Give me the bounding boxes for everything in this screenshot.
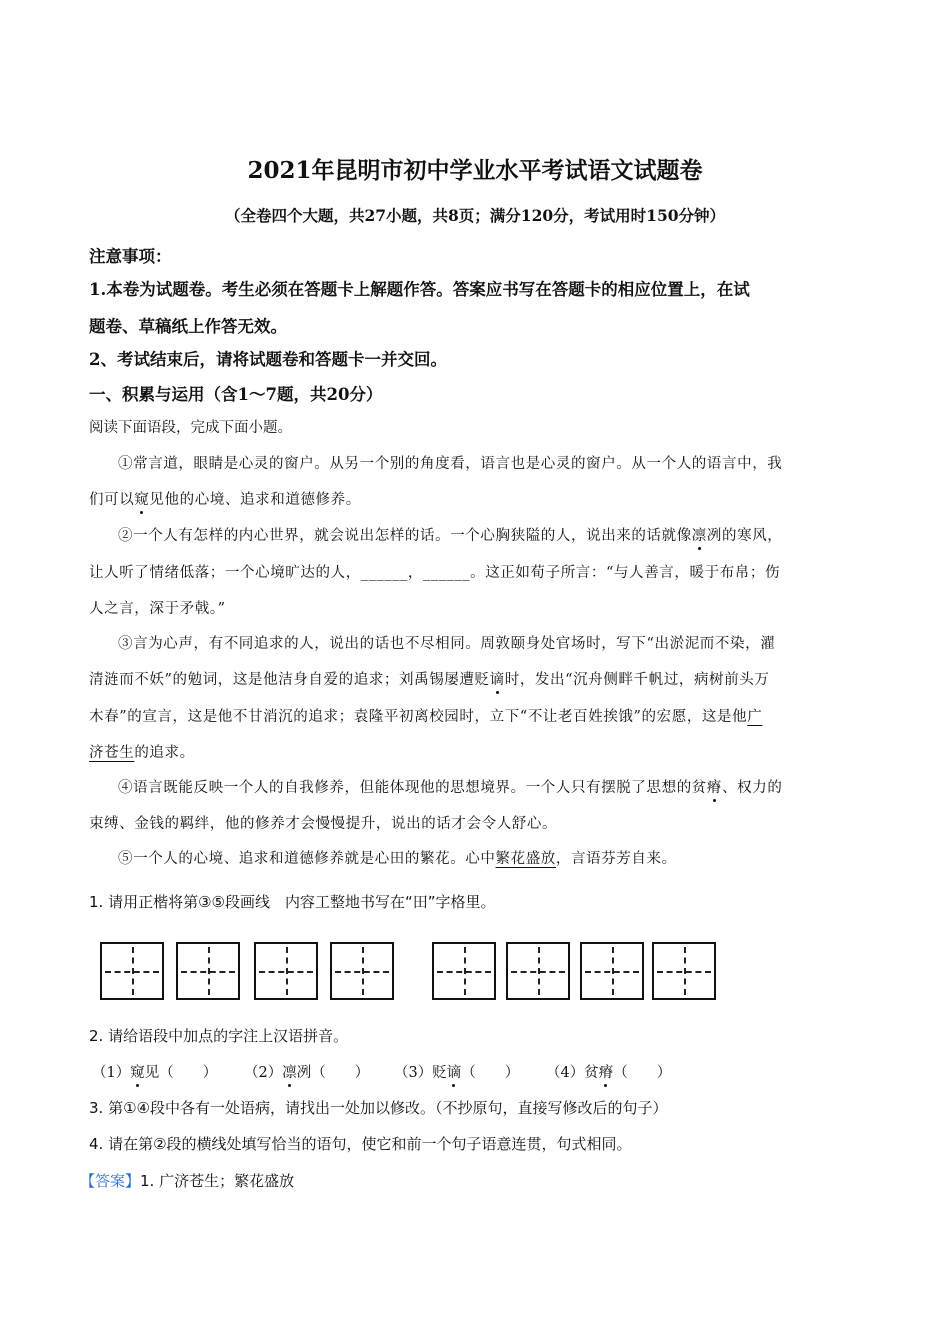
text-segment: 木春”的宣言，这是他不甘消沉的追求；袁隆平初离校园时，立下“不让老百姓挨饿”的宏愿，这是他 xyxy=(89,709,748,725)
notice-item-2: 2、考试结束后，请将试题卷和答题卡一并交回。 xyxy=(89,350,447,369)
item-number: （3） xyxy=(394,1065,433,1081)
q2-item-4 xyxy=(546,1061,671,1082)
passage-p1-line-2 xyxy=(89,488,361,509)
passage-p1-line-1: ①常言道，眼睛是心灵的窗户。从另一个别的角度看，语言也是心灵的窗户。从一个人的语言中，我 xyxy=(118,456,783,472)
passage-p3-line-4 xyxy=(89,741,195,762)
notice-heading: 注意事项： xyxy=(89,247,172,266)
passage-p3-line-3 xyxy=(89,705,762,726)
text-segment: 们可以 xyxy=(89,492,135,508)
item-number: （2） xyxy=(244,1065,283,1081)
passage-p2-line-1 xyxy=(118,524,782,545)
q2-item-1 xyxy=(92,1061,217,1082)
notice-item-1-line-2: 题卷、草稿纸上作答无效。 xyxy=(89,317,287,336)
reading-instruction: 阅读下面语段，完成下面小题。 xyxy=(89,420,292,436)
page-title: 2021年昆明市初中学业水平考试语文试题卷 xyxy=(247,157,703,184)
tian-grid-cell xyxy=(100,942,164,1000)
text-segment: 贬 xyxy=(432,1065,447,1081)
text-segment: 贬 xyxy=(474,672,490,688)
text-segment: 、权力的 xyxy=(722,780,783,796)
dotted-character: 凛 xyxy=(691,528,707,544)
passage-p2-line-2: 让人听了情绪低落；一个心境旷达的人，______，______。这正如荀子所言：“与人善言，暖于布帛；伤 xyxy=(89,565,781,581)
q2-item-3 xyxy=(394,1061,519,1082)
question-1: 1. 请用正楷将第③⑤段画线 内容工整地书写在“田”字格里。 xyxy=(89,893,496,911)
exam-subtitle: （全卷四个大题，共27小题，共8页；满分120分，考试用时150分钟） xyxy=(224,206,726,225)
dotted-character: 谪 xyxy=(446,1065,462,1081)
passage-p4-line-1 xyxy=(118,776,782,797)
item-number: （1） xyxy=(92,1065,131,1081)
dotted-character: 窥 xyxy=(130,1065,145,1081)
underlined-text: 广 xyxy=(747,709,763,725)
tian-grid-cell xyxy=(432,942,496,1000)
question-2: 2. 请给语段中加点的字注上汉语拼音。 xyxy=(89,1027,349,1045)
text-segment: 贫 xyxy=(584,1065,599,1081)
dotted-character: 瘠 xyxy=(706,780,723,796)
dotted-character: 谪 xyxy=(489,672,505,688)
passage-p2-line-3: 人之言，深于矛戟。” xyxy=(89,601,226,617)
text-segment: ④语言既能反映一个人的自我修养，但能体现他的思想境界。一个人只有摆脱了思想的贫 xyxy=(118,780,707,796)
answer-text: 1. 广济苍生；繁花盛放 xyxy=(140,1172,295,1190)
text-segment: 冽的寒风， xyxy=(706,528,783,544)
q2-item-2 xyxy=(244,1061,369,1082)
underlined-text: 济苍生 xyxy=(89,745,135,761)
text-segment: 见（ ） xyxy=(144,1065,218,1081)
passage-p3-line-1: ③言为心声，有不同追求的人，说出的话也不尽相同。周敦颐身处官场时，写下“出淤泥而不染，濯 xyxy=(118,636,776,652)
tian-grid-cell xyxy=(580,942,644,1000)
tian-grid-cell xyxy=(176,942,240,1000)
tian-grid-cell xyxy=(652,942,716,1000)
tian-grid-cell xyxy=(506,942,570,1000)
text-segment: 见他的心境、追求和道德修养。 xyxy=(149,492,361,508)
section-heading: 一、积累与运用（含1～7题，共20分） xyxy=(89,385,383,404)
text-segment: 冽（ ） xyxy=(296,1065,370,1081)
text-segment: 时，发出“沉舟侧畔千帆过，病树前头万 xyxy=(504,672,770,688)
dotted-character: 凛 xyxy=(282,1065,297,1081)
text-segment: ，言语芬芳自来。 xyxy=(555,851,677,867)
tian-grid-row xyxy=(96,940,856,1006)
underlined-text: 繁花盛放 xyxy=(495,851,556,867)
tian-grid-cell xyxy=(254,942,318,1000)
answer-label: 【答案】 xyxy=(80,1172,141,1190)
text-segment: ⑤一个人的心境、追求和道德修养就是心田的繁花。心中 xyxy=(118,851,496,867)
item-number: （4） xyxy=(546,1065,585,1081)
tian-grid-cell xyxy=(330,942,394,1000)
passage-p3-line-2 xyxy=(89,668,769,689)
question-3: 3. 第①④段中各有一处语病，请找出一处加以修改。（不抄原句，直接写修改后的句子） xyxy=(89,1099,668,1117)
text-segment: （ ） xyxy=(613,1065,672,1081)
passage-p5-line-1 xyxy=(118,847,677,868)
text-segment: （ ） xyxy=(461,1065,520,1081)
question-4: 4. 请在第②段的横线处填写恰当的语句，使它和前一个句子语意连贯，句式相同。 xyxy=(89,1135,632,1153)
dotted-character: 窥 xyxy=(134,492,150,508)
notice-item-1-line-1: 1.本卷为试题卷。考生必须在答题卡上解题作答。答案应书写在答题卡的相应位置上，在试 xyxy=(89,280,750,299)
text-segment: 清涟而不妖”的勉词，这是他洁身自爱的追求；刘禹锡屡遭 xyxy=(89,672,475,688)
text-segment: ②一个人有怎样的内心世界，就会说出怎样的话。一个心胸狭隘的人，说出来的话就像 xyxy=(118,528,692,544)
passage-p4-line-2: 束缚、金钱的羁绊，他的修养才会慢慢提升，说出的话才会令人舒心。 xyxy=(89,816,558,832)
answer-line xyxy=(80,1170,294,1191)
text-segment: 的追求。 xyxy=(134,745,195,761)
dotted-character: 瘠 xyxy=(598,1065,614,1081)
